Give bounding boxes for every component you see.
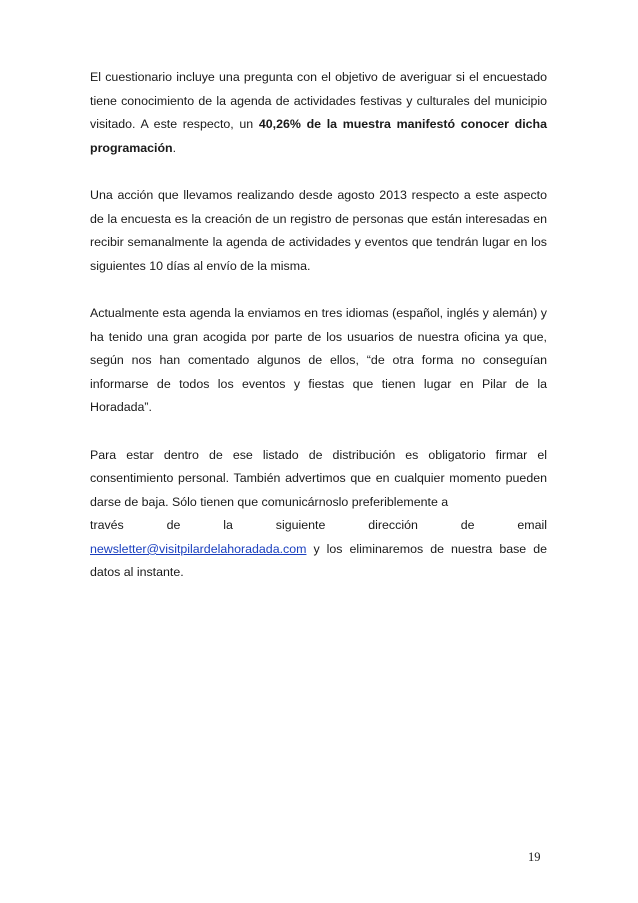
survey-result-highlight: 40,26% de la muestra manifestó conocer dicha programación <box>90 117 547 155</box>
page-content <box>90 66 547 609</box>
page-number: 19 <box>528 850 541 864</box>
paragraph-distribution-text: Para estar dentro de ese listado de distribución es obligatorio firmar el consentimiento personal. También advertimos que en cualquier momento pueden darse de baja. Sólo tienen que comunicárnoslo preferiblemente a <box>90 447 547 509</box>
paragraph-registry: Una acción que llevamos realizando desde agosto 2013 respecto a este aspecto de la encuesta es la creación de un registro de personas que están interesadas en recibir semanalmente la agenda de actividades y eventos que tendrán lugar en los siguientes 10 días al envío de la misma. <box>90 187 547 273</box>
paragraph-distribution <box>90 444 547 586</box>
paragraph-languages: Actualmente esta agenda la enviamos en tres idiomas (español, inglés y alemán) y ha tenido una gran acogida por parte de los usuarios de nuestra oficina ya que, según nos han comentado algunos de ellos, “de otra forma no conseguían informarse de todos los eventos y fiestas que tienen lugar en Pilar de la Horadada”. <box>90 305 547 415</box>
newsletter-email-link[interactable]: newsletter@visitpilardelahoradada.com <box>90 541 307 556</box>
paragraph-questionnaire-text: El cuestionario incluye una pregunta con el objetivo de averiguar si el encuestado tiene conocimiento de la agenda de actividades festivas y culturales del municipio visitado. A este respecto, un <box>90 70 547 132</box>
paragraph-questionnaire <box>90 66 547 160</box>
paragraph-questionnaire-end: . <box>172 140 177 155</box>
paragraph-distribution-wide-line: través de la siguiente dirección de email <box>90 518 547 533</box>
paragraph-distribution-end: y los eliminaremos de nuestra base de datos al instante. <box>90 541 547 580</box>
